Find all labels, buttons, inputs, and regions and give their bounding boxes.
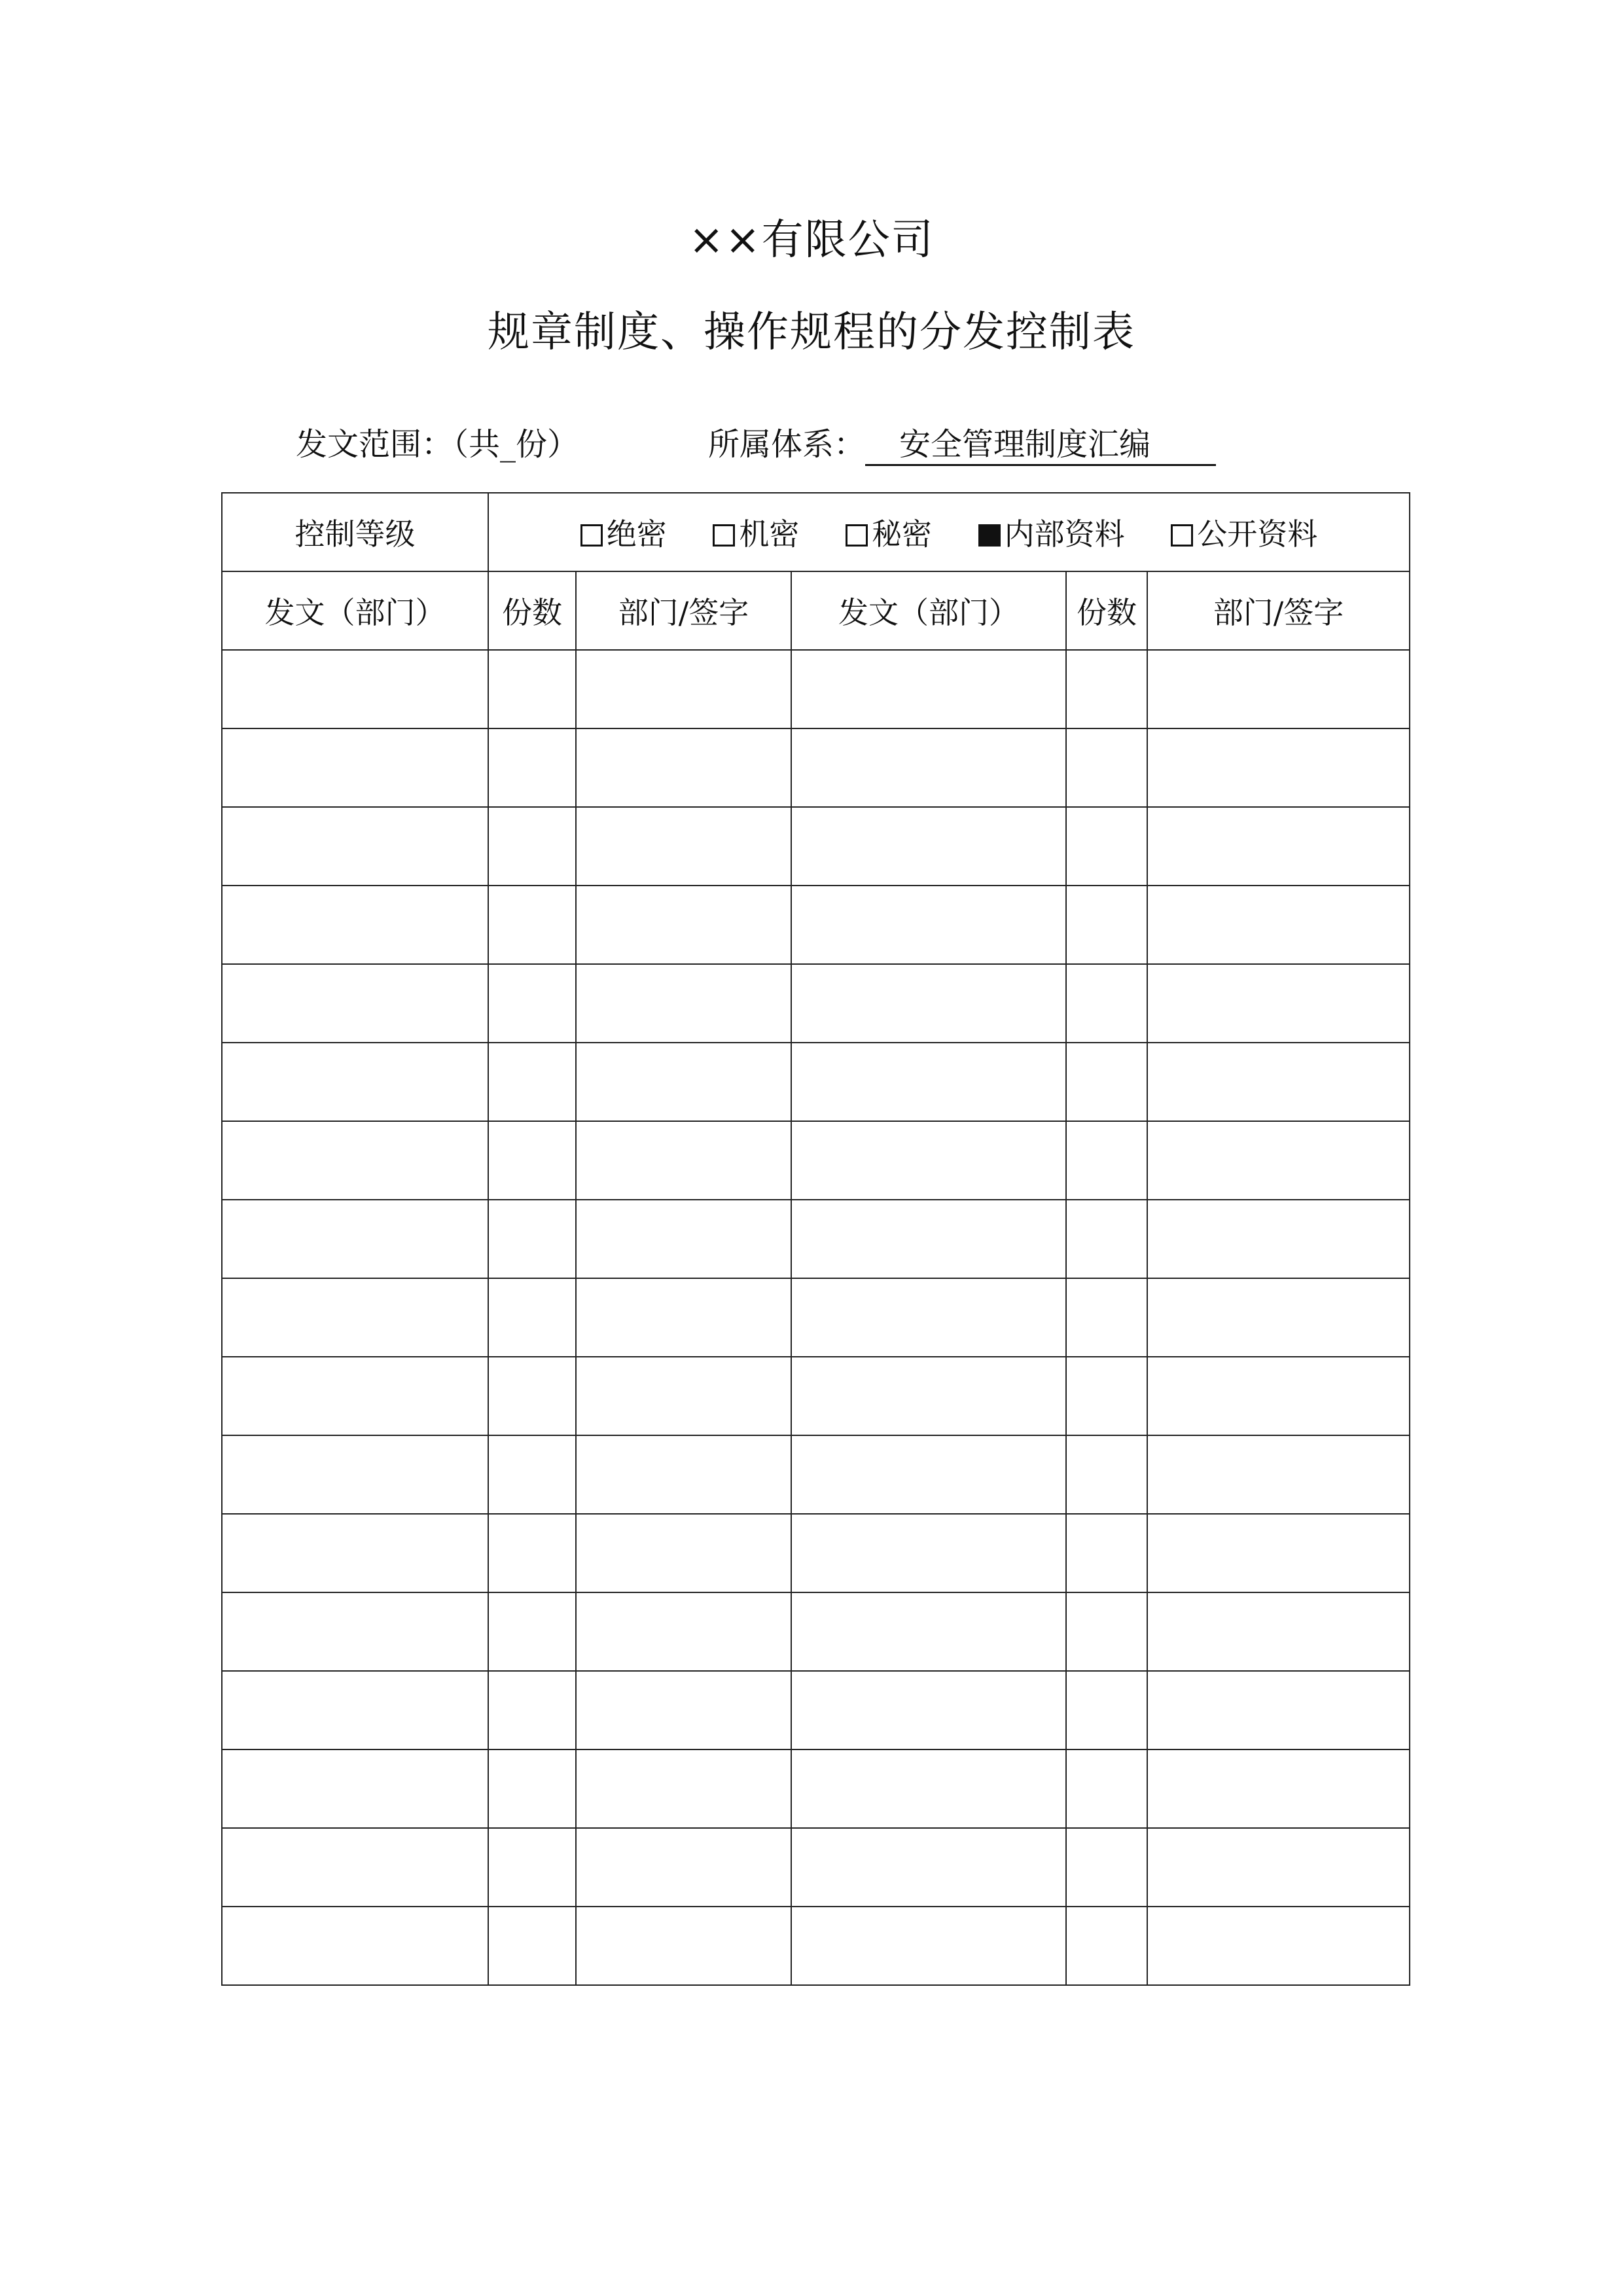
table-row xyxy=(222,1828,1410,1907)
table-cell[interactable] xyxy=(1147,1592,1410,1671)
distribution-control-table xyxy=(221,492,1410,1986)
table-cell[interactable] xyxy=(1066,1121,1147,1200)
checkbox-icon[interactable] xyxy=(1171,524,1193,547)
table-row xyxy=(222,1121,1410,1200)
system-value: 安全管理制度汇编 xyxy=(865,426,1216,466)
table-cell[interactable] xyxy=(1066,1749,1147,1828)
option-label: 内部资料 xyxy=(1004,516,1125,552)
table-cell[interactable] xyxy=(1066,1043,1147,1121)
checkbox-icon[interactable] xyxy=(713,524,735,547)
table-row xyxy=(222,807,1410,886)
table-row xyxy=(222,1357,1410,1435)
table-cell[interactable] xyxy=(488,807,576,886)
table-cell[interactable] xyxy=(488,1592,576,1671)
table-cell[interactable] xyxy=(576,1828,791,1907)
col-header-issuing-dept: 发文（部门） xyxy=(222,571,488,650)
table-cell[interactable] xyxy=(222,886,488,964)
table-cell[interactable] xyxy=(1066,807,1147,886)
table-cell[interactable] xyxy=(576,964,791,1043)
table-cell[interactable] xyxy=(576,1435,791,1514)
table-cell[interactable] xyxy=(222,1121,488,1200)
table-cell[interactable] xyxy=(791,1514,1066,1592)
table-row xyxy=(222,1514,1410,1592)
table-cell[interactable] xyxy=(791,1907,1066,1985)
table-cell[interactable] xyxy=(576,1200,791,1278)
column-header-row xyxy=(222,571,1410,650)
table-cell[interactable] xyxy=(1147,1043,1410,1121)
table-row xyxy=(222,1043,1410,1121)
option-internal[interactable] xyxy=(978,511,1125,554)
table-cell[interactable] xyxy=(1147,1749,1410,1828)
table-cell[interactable] xyxy=(791,1357,1066,1435)
option-secret[interactable] xyxy=(846,511,932,554)
table-cell[interactable] xyxy=(222,1278,488,1357)
option-label: 绝密 xyxy=(606,516,667,552)
company-title: ××有限公司 xyxy=(688,216,935,264)
table-cell[interactable] xyxy=(222,1200,488,1278)
option-label: 公开资料 xyxy=(1197,516,1318,552)
table-cell[interactable] xyxy=(576,1749,791,1828)
table-cell[interactable] xyxy=(1066,728,1147,807)
table-cell[interactable] xyxy=(488,964,576,1043)
table-cell[interactable] xyxy=(1147,1278,1410,1357)
table-cell[interactable] xyxy=(1066,1907,1147,1985)
table-cell[interactable] xyxy=(791,807,1066,886)
table-cell[interactable] xyxy=(222,1671,488,1749)
table-cell[interactable] xyxy=(576,886,791,964)
table-cell[interactable] xyxy=(791,1671,1066,1749)
table-cell[interactable] xyxy=(791,1749,1066,1828)
checked-box-icon[interactable] xyxy=(978,524,1001,547)
table-cell[interactable] xyxy=(1147,728,1410,807)
table-cell[interactable] xyxy=(222,1749,488,1828)
table-cell[interactable] xyxy=(791,1278,1066,1357)
table-cell[interactable] xyxy=(1066,1200,1147,1278)
table-cell[interactable] xyxy=(791,886,1066,964)
table-cell[interactable] xyxy=(576,1907,791,1985)
table-cell[interactable] xyxy=(1147,1514,1410,1592)
table-row xyxy=(222,650,1410,728)
table-cell[interactable] xyxy=(1147,886,1410,964)
table-cell[interactable] xyxy=(576,1121,791,1200)
table-row xyxy=(222,1749,1410,1828)
table-cell[interactable] xyxy=(576,1043,791,1121)
table-cell[interactable] xyxy=(488,1671,576,1749)
table-cell[interactable] xyxy=(222,807,488,886)
control-level-options xyxy=(488,493,1410,571)
table-cell[interactable] xyxy=(791,728,1066,807)
table-row xyxy=(222,1907,1410,1985)
table-cell[interactable] xyxy=(791,1043,1066,1121)
table-cell[interactable] xyxy=(791,1121,1066,1200)
distribution-scope: 发文范围：（共_份） xyxy=(296,426,579,463)
table-cell[interactable] xyxy=(222,1514,488,1592)
table-cell[interactable] xyxy=(1066,1592,1147,1671)
option-top-secret[interactable] xyxy=(580,511,667,554)
col-header-copies: 份数 xyxy=(488,571,576,650)
table-cell[interactable] xyxy=(222,1357,488,1435)
table-cell[interactable] xyxy=(791,964,1066,1043)
table-cell[interactable] xyxy=(488,886,576,964)
table-cell[interactable] xyxy=(791,1200,1066,1278)
table-cell[interactable] xyxy=(576,1671,791,1749)
table-cell[interactable] xyxy=(1066,1357,1147,1435)
table-cell[interactable] xyxy=(222,1592,488,1671)
table-cell[interactable] xyxy=(791,650,1066,728)
table-cell[interactable] xyxy=(488,728,576,807)
table-cell[interactable] xyxy=(1066,1435,1147,1514)
table-cell[interactable] xyxy=(576,1278,791,1357)
table-cell[interactable] xyxy=(222,1435,488,1514)
table-cell[interactable] xyxy=(576,728,791,807)
system-field xyxy=(708,419,1216,466)
table-cell[interactable] xyxy=(576,650,791,728)
table-cell[interactable] xyxy=(1147,1907,1410,1985)
table-cell[interactable] xyxy=(222,1828,488,1907)
option-label: 秘密 xyxy=(872,516,933,552)
table-row xyxy=(222,1671,1410,1749)
table-cell[interactable] xyxy=(488,1357,576,1435)
table-row xyxy=(222,964,1410,1043)
table-row xyxy=(222,886,1410,964)
table-cell[interactable] xyxy=(222,964,488,1043)
col-header-dept-signature: 部门/签字 xyxy=(576,571,791,650)
table-cell[interactable] xyxy=(1147,650,1410,728)
table-cell[interactable] xyxy=(488,1200,576,1278)
table-cell[interactable] xyxy=(1066,1828,1147,1907)
form-title: 规章制度、操作规程的分发控制表 xyxy=(488,308,1135,357)
table-cell[interactable] xyxy=(1147,1357,1410,1435)
table-cell[interactable] xyxy=(576,807,791,886)
checkbox-icon[interactable] xyxy=(580,524,603,547)
table-row xyxy=(222,1592,1410,1671)
table-row xyxy=(222,1278,1410,1357)
table-cell[interactable] xyxy=(488,1043,576,1121)
table-cell[interactable] xyxy=(488,1278,576,1357)
system-label: 所属体系： xyxy=(708,426,866,463)
table-cell[interactable] xyxy=(1147,1435,1410,1514)
table-cell[interactable] xyxy=(488,1749,576,1828)
table-cell[interactable] xyxy=(222,1043,488,1121)
table-cell[interactable] xyxy=(488,1435,576,1514)
checkbox-icon[interactable] xyxy=(846,524,868,547)
table-cell[interactable] xyxy=(1147,807,1410,886)
table-row xyxy=(222,1200,1410,1278)
option-confidential[interactable] xyxy=(713,511,799,554)
col-header-copies-2: 份数 xyxy=(1066,571,1147,650)
table-cell[interactable] xyxy=(1147,1671,1410,1749)
table-cell[interactable] xyxy=(576,1357,791,1435)
table-cell[interactable] xyxy=(222,1907,488,1985)
table-cell[interactable] xyxy=(576,1514,791,1592)
table-cell[interactable] xyxy=(1066,886,1147,964)
table-cell[interactable] xyxy=(1066,964,1147,1043)
table-cell[interactable] xyxy=(488,1514,576,1592)
table-cell[interactable] xyxy=(1066,1514,1147,1592)
table-cell[interactable] xyxy=(1147,1200,1410,1278)
table-cell[interactable] xyxy=(488,650,576,728)
table-cell[interactable] xyxy=(1147,964,1410,1043)
table-cell[interactable] xyxy=(1066,650,1147,728)
table-cell[interactable] xyxy=(1066,1278,1147,1357)
col-header-issuing-dept-2: 发文（部门） xyxy=(791,571,1066,650)
table-row xyxy=(222,728,1410,807)
col-header-dept-signature-2: 部门/签字 xyxy=(1147,571,1410,650)
table-cell[interactable] xyxy=(791,1435,1066,1514)
table-cell[interactable] xyxy=(576,1592,791,1671)
table-cell[interactable] xyxy=(488,1907,576,1985)
table-cell[interactable] xyxy=(488,1121,576,1200)
table-cell[interactable] xyxy=(1147,1828,1410,1907)
option-label: 机密 xyxy=(739,516,800,552)
table-cell[interactable] xyxy=(488,1828,576,1907)
table-cell[interactable] xyxy=(222,650,488,728)
table-cell[interactable] xyxy=(1066,1671,1147,1749)
table-cell[interactable] xyxy=(1147,1121,1410,1200)
table-cell[interactable] xyxy=(222,728,488,807)
table-cell[interactable] xyxy=(791,1828,1066,1907)
control-level-row xyxy=(222,493,1410,571)
table-row xyxy=(222,1435,1410,1514)
option-public[interactable] xyxy=(1171,511,1317,554)
table-cell[interactable] xyxy=(791,1592,1066,1671)
control-level-label: 控制等级 xyxy=(222,493,488,571)
